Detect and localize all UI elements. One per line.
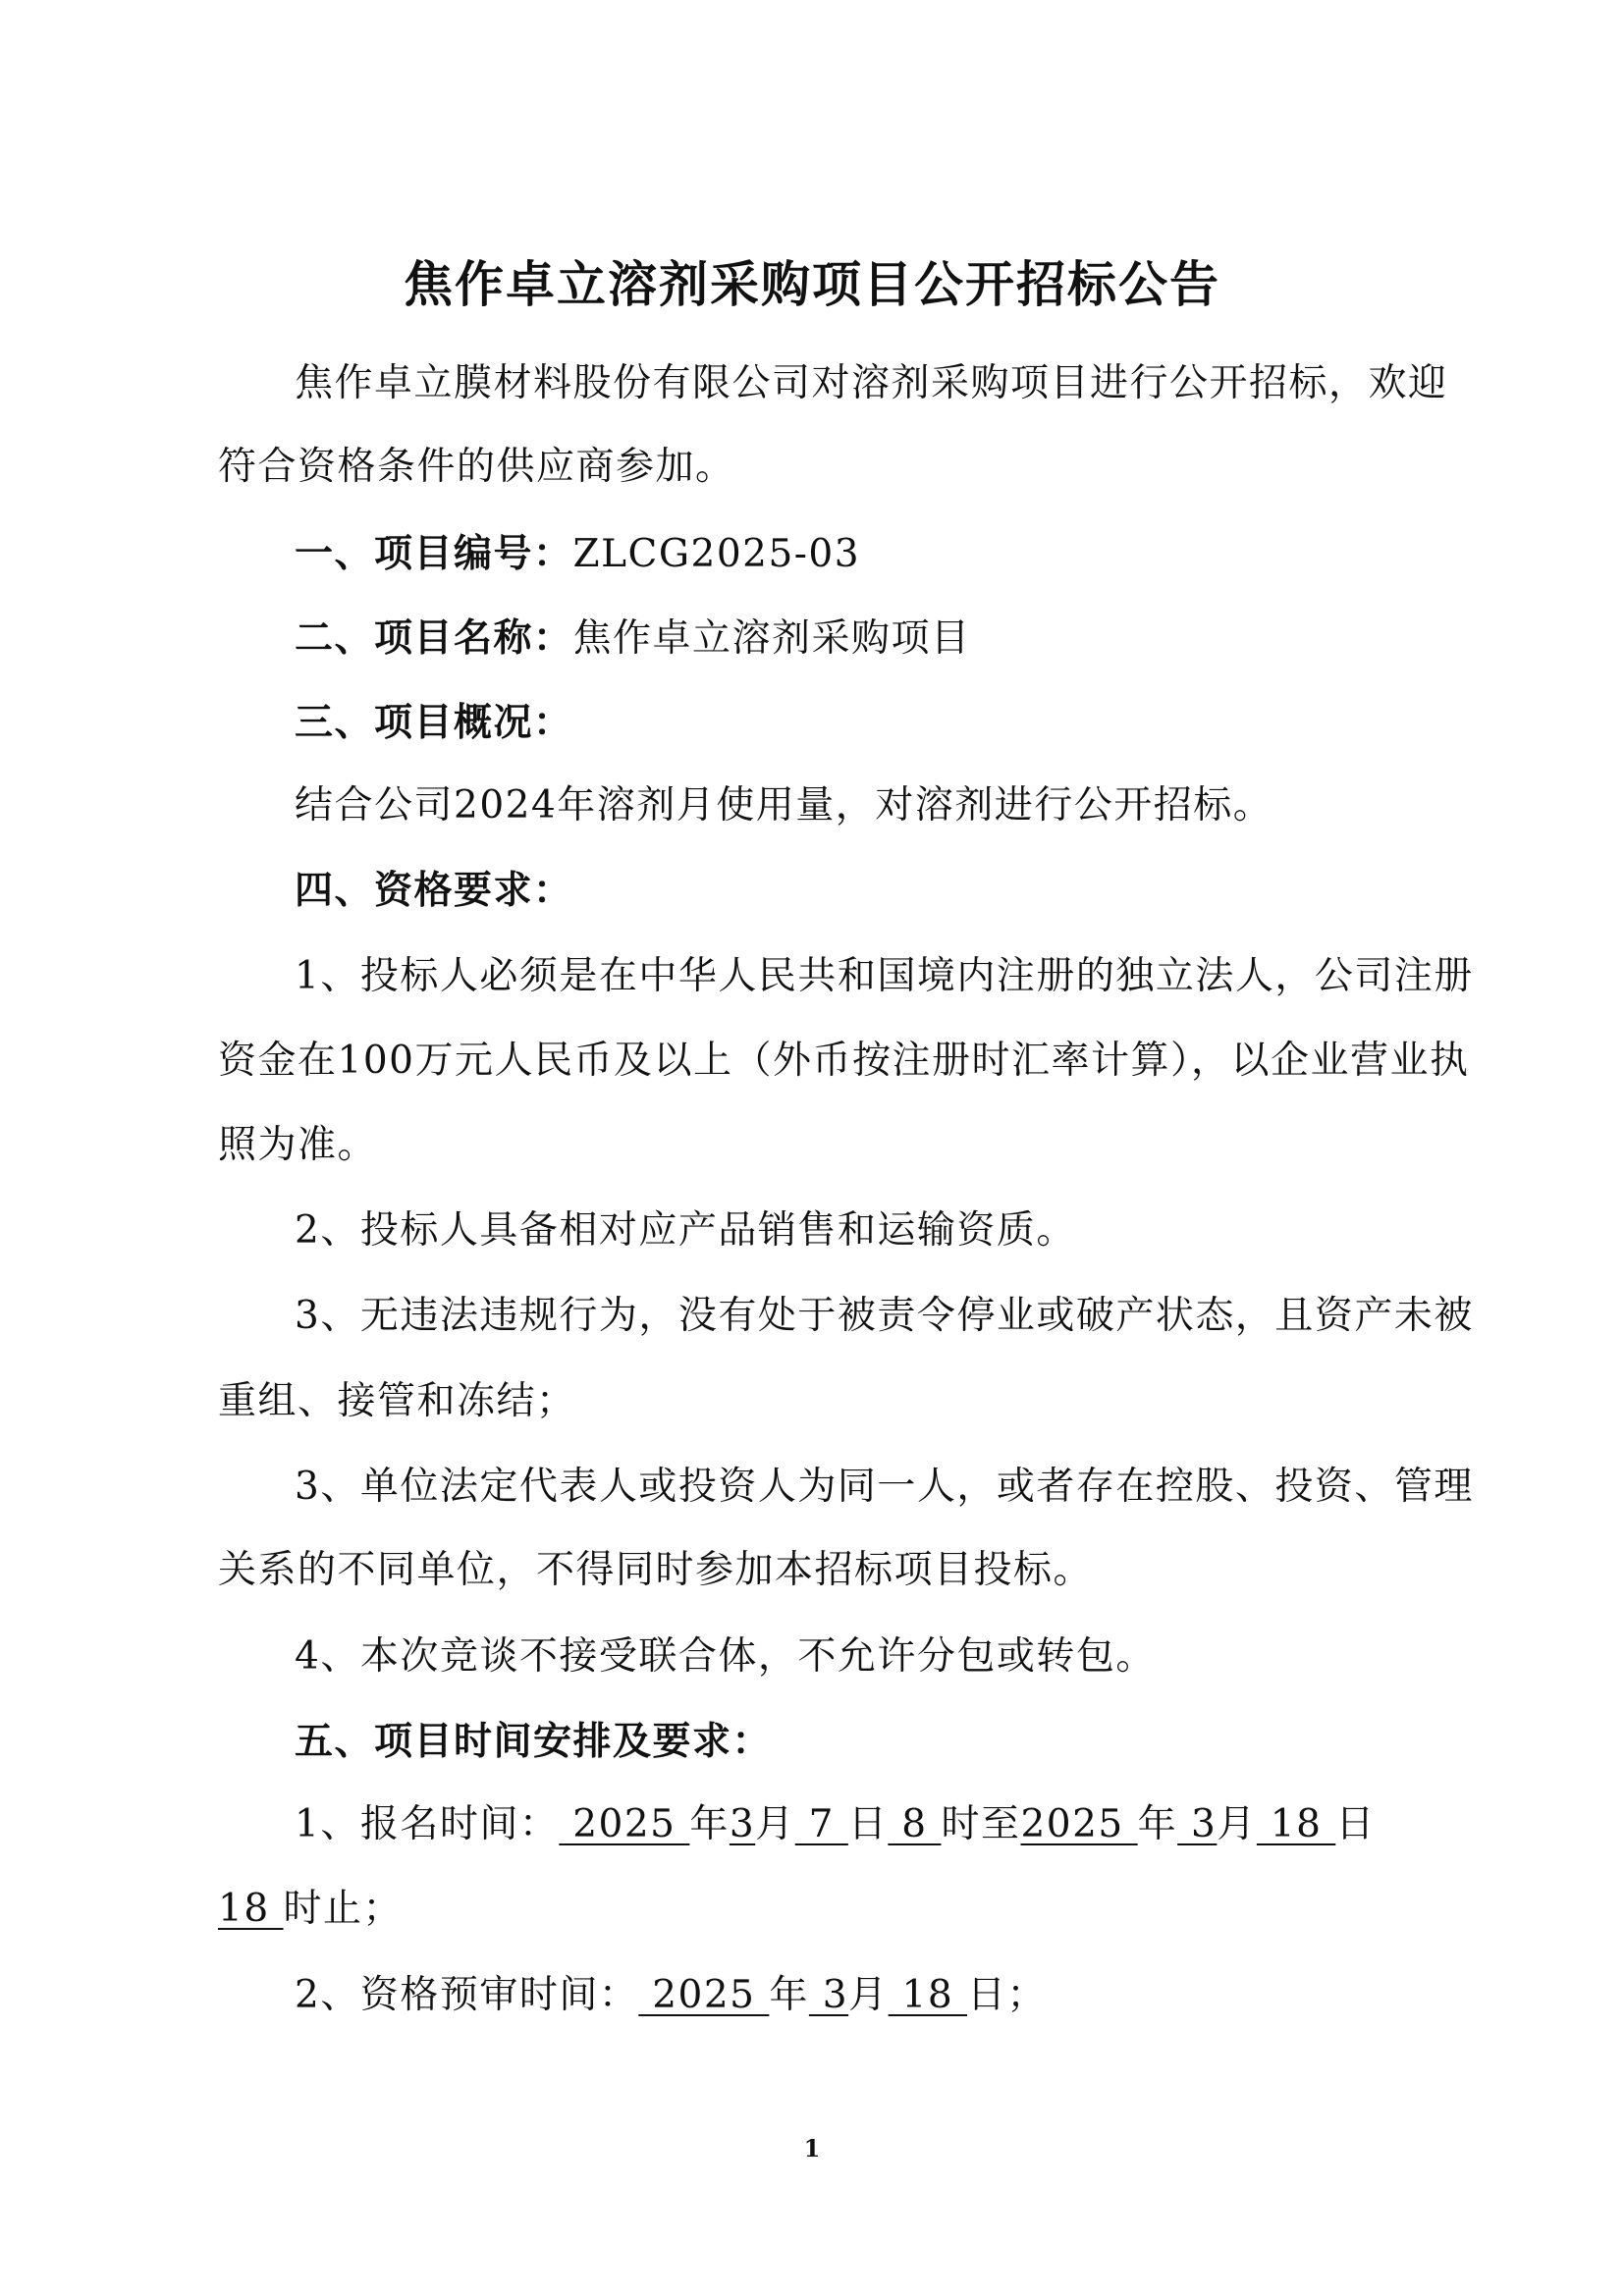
prequalification-day-suffix: 日；: [967, 1973, 1048, 2017]
section-3-label: 三、项目概况：: [295, 700, 573, 745]
requirement-1-line-3: 照为准。: [218, 1123, 378, 1167]
page-title: 焦作卓立溶剂采购项目公开招标公告: [404, 255, 1220, 313]
month-unit: 月: [1217, 1802, 1257, 1846]
page-number: 1: [803, 2134, 821, 2163]
day-unit: 日: [847, 1802, 889, 1846]
month-unit: 月: [755, 1802, 795, 1846]
section-2-label: 二、项目名称：: [295, 615, 573, 661]
year-unit: 年: [689, 1802, 730, 1846]
registration-end-hour: 18: [218, 1887, 284, 1931]
requirement-1-line-1: 1、投标人必须是在中华人民共和国境内注册的独立法人，公司注册: [295, 954, 1474, 998]
section-3-body: 结合公司2024年溶剂月使用量，对溶剂进行公开招标。: [295, 783, 1273, 828]
section-1-label: 一、项目编号：: [295, 531, 573, 576]
requirement-4-line-2: 关系的不同单位，不得同时参加本招标项目投标。: [218, 1548, 1094, 1592]
registration-time-line-1: [295, 1797, 1376, 1852]
section-project-number: [295, 526, 860, 582]
intro-line-2: 符合资格条件的供应商参加。: [218, 445, 735, 489]
registration-start-month: 3: [729, 1802, 756, 1846]
registration-start-day: 7: [794, 1802, 848, 1846]
year-unit: 年: [1137, 1802, 1178, 1846]
registration-end-year: 2025: [1020, 1802, 1138, 1846]
month-unit: 月: [848, 1973, 889, 2017]
requirement-3-line-2: 重组、接管和冻结；: [218, 1379, 576, 1423]
registration-end-month: 3: [1177, 1802, 1218, 1846]
requirement-4-line-1: 3、单位法定代表人或投资人为同一人，或者存在控股、投资、管理: [295, 1465, 1474, 1509]
section-5-label: 五、项目时间安排及要求：: [295, 1719, 773, 1764]
registration-time-prefix: 1、报名时间：: [295, 1802, 560, 1846]
registration-end-day: 18: [1256, 1802, 1336, 1846]
registration-time-line-2: [218, 1882, 403, 1937]
requirement-3-line-1: 3、无违法违规行为，没有处于被责令停业或破产状态，且资产未被: [295, 1294, 1474, 1338]
day-unit: 日: [1335, 1802, 1376, 1846]
intro-line-1: 焦作卓立膜材料股份有限公司对溶剂采购项目进行公开招标，欢迎: [295, 361, 1448, 405]
requirement-1-line-2: 资金在100万元人民币及以上（外币按注册时汇率计算），以企业营业执: [218, 1039, 1470, 1083]
section-project-name: [295, 611, 971, 667]
prequalification-month: 3: [808, 1973, 849, 2017]
requirement-5: 4、本次竞谈不接受联合体，不允许分包或转包。: [295, 1634, 1156, 1679]
prequalification-year: 2025: [638, 1973, 770, 2017]
registration-end-suffix: 时止；: [283, 1887, 404, 1931]
prequalification-prefix: 2、资格预审时间：: [295, 1973, 639, 2017]
to-text: 时至: [941, 1802, 1021, 1846]
section-4-label: 四、资格要求：: [295, 868, 573, 913]
registration-start-year: 2025: [559, 1802, 690, 1846]
requirement-2: 2、投标人具备相对应产品销售和运输资质。: [295, 1208, 1076, 1253]
project-number-value: ZLCG2025-03: [572, 532, 861, 576]
project-name-value: 焦作卓立溶剂采购项目: [572, 616, 971, 661]
year-unit: 年: [769, 1973, 809, 2017]
registration-start-hour: 8: [888, 1802, 942, 1846]
prequalification-time: [295, 1968, 1047, 2023]
prequalification-day: 18: [888, 1973, 968, 2017]
